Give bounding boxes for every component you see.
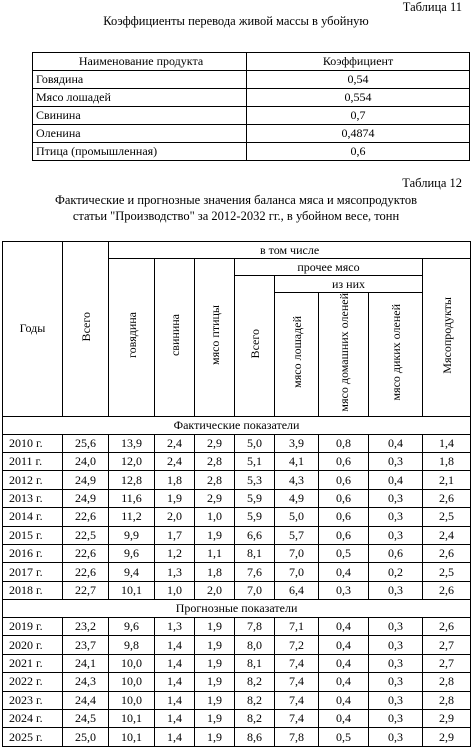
value-cell: 0,6 <box>319 508 369 526</box>
value-cell: 2,4 <box>155 452 195 470</box>
section-forecast: Прогнозные показатели <box>3 600 471 618</box>
value-cell: 9,4 <box>109 563 155 581</box>
value-cell: 7,2 <box>275 636 319 654</box>
table-row <box>3 544 471 562</box>
value-cell: 0,3 <box>369 654 423 672</box>
value-cell: 24,3 <box>63 673 109 691</box>
value-cell: 1,3 <box>155 618 195 636</box>
year-cell: 2011 г. <box>3 452 63 470</box>
value-cell: 10,0 <box>109 691 155 709</box>
table-row <box>3 618 471 636</box>
year-cell: 2019 г. <box>3 618 63 636</box>
value-cell: 0,4 <box>319 636 369 654</box>
table-header-row <box>33 53 470 71</box>
value-cell: 2,7 <box>423 636 471 654</box>
header-other-total: Всего <box>235 276 275 417</box>
table-row <box>3 489 471 507</box>
value-cell: 2,6 <box>423 544 471 562</box>
table-row <box>3 728 471 746</box>
table-row <box>3 691 471 709</box>
value-cell: 7,6 <box>235 563 275 581</box>
year-cell: 2020 г. <box>3 636 63 654</box>
value-cell: 2,9 <box>195 434 235 452</box>
table-row <box>3 673 471 691</box>
value-cell: 1,8 <box>195 563 235 581</box>
value-cell: 1,9 <box>155 489 195 507</box>
value-cell: 1,4 <box>423 434 471 452</box>
value-cell: 8,2 <box>235 691 275 709</box>
value-cell: 5,9 <box>235 508 275 526</box>
value-cell: 2,6 <box>423 618 471 636</box>
value-cell: 2,5 <box>423 563 471 581</box>
value-cell: 0,8 <box>319 434 369 452</box>
value-cell: 1,4 <box>155 654 195 672</box>
value-cell: 2,4 <box>155 434 195 452</box>
value-cell: 24,0 <box>63 452 109 470</box>
product-name: Оленина <box>33 125 247 143</box>
value-cell: 7,4 <box>275 654 319 672</box>
value-cell: 1,0 <box>155 581 195 599</box>
value-cell: 7,0 <box>235 581 275 599</box>
table12-label: Таблица 12 <box>402 176 462 190</box>
value-cell: 6,6 <box>235 526 275 544</box>
year-cell: 2021 г. <box>3 654 63 672</box>
year-cell: 2023 г. <box>3 691 63 709</box>
fact-rows <box>3 434 471 600</box>
header-pork: свинина <box>155 259 195 417</box>
value-cell: 7,8 <box>275 728 319 746</box>
meat-balance-table <box>2 241 471 747</box>
coefficient-value: 0,54 <box>247 71 470 89</box>
value-cell: 1,4 <box>155 673 195 691</box>
table-row <box>3 654 471 672</box>
value-cell: 24,9 <box>63 471 109 489</box>
value-cell: 0,4 <box>369 471 423 489</box>
value-cell: 1,4 <box>155 710 195 728</box>
year-cell: 2018 г. <box>3 581 63 599</box>
table11-title: Коэффициенты перевода живой массы в убойную <box>103 14 369 28</box>
year-cell: 2017 г. <box>3 563 63 581</box>
value-cell: 7,8 <box>235 618 275 636</box>
value-cell: 0,3 <box>369 691 423 709</box>
value-cell: 0,2 <box>369 563 423 581</box>
value-cell: 7,4 <box>275 710 319 728</box>
value-cell: 0,4 <box>319 654 369 672</box>
value-cell: 7,1 <box>275 618 319 636</box>
value-cell: 1,9 <box>195 636 235 654</box>
value-cell: 0,3 <box>369 618 423 636</box>
value-cell: 10,1 <box>109 728 155 746</box>
value-cell: 10,0 <box>109 673 155 691</box>
product-name: Птица (промышленная) <box>33 143 247 161</box>
value-cell: 22,5 <box>63 526 109 544</box>
value-cell: 1,9 <box>195 691 235 709</box>
year-cell: 2024 г. <box>3 710 63 728</box>
section-fact: Фактические показатели <box>3 416 471 434</box>
coefficient-value: 0,554 <box>247 89 470 107</box>
value-cell: 8,1 <box>235 654 275 672</box>
value-cell: 0,3 <box>369 673 423 691</box>
value-cell: 1,9 <box>195 654 235 672</box>
value-cell: 1,2 <box>155 544 195 562</box>
value-cell: 1,7 <box>155 526 195 544</box>
value-cell: 2,8 <box>423 691 471 709</box>
table-row <box>33 125 470 143</box>
value-cell: 0,4 <box>369 434 423 452</box>
value-cell: 1,9 <box>195 526 235 544</box>
value-cell: 9,9 <box>109 526 155 544</box>
header-other-meat: прочее мясо <box>235 259 423 276</box>
header-product: Наименование продукта <box>33 53 247 71</box>
value-cell: 22,6 <box>63 544 109 562</box>
value-cell: 25,0 <box>63 728 109 746</box>
value-cell: 1,9 <box>195 710 235 728</box>
value-cell: 22,6 <box>63 563 109 581</box>
value-cell: 9,8 <box>109 636 155 654</box>
coefficient-value: 0,7 <box>247 107 470 125</box>
value-cell: 0,4 <box>319 710 369 728</box>
value-cell: 0,3 <box>369 526 423 544</box>
value-cell: 0,3 <box>319 581 369 599</box>
value-cell: 13,9 <box>109 434 155 452</box>
value-cell: 23,7 <box>63 636 109 654</box>
value-cell: 1,4 <box>155 728 195 746</box>
value-cell: 23,2 <box>63 618 109 636</box>
value-cell: 2,0 <box>155 508 195 526</box>
table12-title-line1: Фактические и прогнозные значения баланса мяса и мясопродуктов <box>54 193 418 207</box>
table11-label: Таблица 11 <box>402 0 462 14</box>
value-cell: 24,1 <box>63 654 109 672</box>
value-cell: 22,6 <box>63 508 109 526</box>
value-cell: 2,6 <box>423 581 471 599</box>
value-cell: 1,4 <box>155 691 195 709</box>
value-cell: 2,5 <box>423 508 471 526</box>
value-cell: 2,7 <box>423 654 471 672</box>
header-including: в том числе <box>109 242 471 259</box>
header-wild-deer: мясо диких оленей <box>369 293 423 417</box>
table-row <box>33 143 470 161</box>
value-cell: 0,3 <box>369 581 423 599</box>
value-cell: 1,9 <box>195 728 235 746</box>
value-cell: 25,6 <box>63 434 109 452</box>
value-cell: 11,6 <box>109 489 155 507</box>
value-cell: 5,9 <box>235 489 275 507</box>
value-cell: 6,4 <box>275 581 319 599</box>
value-cell: 1,8 <box>155 471 195 489</box>
table-row <box>3 434 471 452</box>
value-cell: 12,0 <box>109 452 155 470</box>
value-cell: 8,2 <box>235 710 275 728</box>
value-cell: 0,3 <box>369 728 423 746</box>
value-cell: 7,4 <box>275 673 319 691</box>
value-cell: 2,0 <box>195 581 235 599</box>
year-cell: 2012 г. <box>3 471 63 489</box>
value-cell: 2,9 <box>423 710 471 728</box>
year-cell: 2025 г. <box>3 728 63 746</box>
product-name: Мясо лошадей <box>33 89 247 107</box>
header-coefficient: Коэффициент <box>247 53 470 71</box>
value-cell: 1,4 <box>155 636 195 654</box>
value-cell: 2,1 <box>423 471 471 489</box>
value-cell: 7,0 <box>275 563 319 581</box>
value-cell: 0,6 <box>319 526 369 544</box>
value-cell: 9,6 <box>109 544 155 562</box>
value-cell: 4,1 <box>275 452 319 470</box>
value-cell: 0,3 <box>369 710 423 728</box>
value-cell: 2,4 <box>423 526 471 544</box>
coefficient-value: 0,4874 <box>247 125 470 143</box>
value-cell: 22,7 <box>63 581 109 599</box>
value-cell: 24,4 <box>63 691 109 709</box>
value-cell: 2,9 <box>423 728 471 746</box>
table-row <box>33 71 470 89</box>
table-row <box>3 710 471 728</box>
table-row <box>3 636 471 654</box>
header-of-which: из них <box>275 276 423 293</box>
header-total: Всего <box>63 242 109 417</box>
section-row <box>3 416 471 434</box>
year-cell: 2013 г. <box>3 489 63 507</box>
value-cell: 0,6 <box>319 471 369 489</box>
value-cell: 0,6 <box>369 544 423 562</box>
value-cell: 4,3 <box>275 471 319 489</box>
value-cell: 24,9 <box>63 489 109 507</box>
value-cell: 8,2 <box>235 673 275 691</box>
value-cell: 0,4 <box>319 618 369 636</box>
value-cell: 0,4 <box>319 563 369 581</box>
value-cell: 8,0 <box>235 636 275 654</box>
forecast-rows <box>3 618 471 747</box>
value-cell: 10,1 <box>109 581 155 599</box>
coefficient-value: 0,6 <box>247 143 470 161</box>
value-cell: 5,0 <box>275 508 319 526</box>
value-cell: 8,1 <box>235 544 275 562</box>
product-name: Говядина <box>33 71 247 89</box>
value-cell: 2,8 <box>195 471 235 489</box>
value-cell: 0,6 <box>319 452 369 470</box>
table-row <box>3 508 471 526</box>
value-cell: 12,8 <box>109 471 155 489</box>
header-horse-meat: мясо лошадей <box>275 293 319 417</box>
value-cell: 10,0 <box>109 654 155 672</box>
year-cell: 2010 г. <box>3 434 63 452</box>
value-cell: 2,8 <box>195 452 235 470</box>
product-name: Свинина <box>33 107 247 125</box>
table-row <box>33 107 470 125</box>
table-row <box>3 452 471 470</box>
header-beef: говядина <box>109 259 155 417</box>
value-cell: 7,4 <box>275 691 319 709</box>
table-row <box>3 581 471 599</box>
value-cell: 5,3 <box>235 471 275 489</box>
year-cell: 2015 г. <box>3 526 63 544</box>
table12-title-line2: статьи "Производство" за 2012-2032 гг., в убойном весе, тонн <box>72 209 400 223</box>
value-cell: 1,9 <box>195 673 235 691</box>
year-cell: 2022 г. <box>3 673 63 691</box>
value-cell: 5,0 <box>235 434 275 452</box>
value-cell: 0,5 <box>319 544 369 562</box>
value-cell: 0,3 <box>369 636 423 654</box>
value-cell: 8,6 <box>235 728 275 746</box>
year-cell: 2014 г. <box>3 508 63 526</box>
header-domestic-deer: мясо домашних оленей <box>319 293 369 417</box>
value-cell: 5,7 <box>275 526 319 544</box>
year-cell: 2016 г. <box>3 544 63 562</box>
table-header-row <box>3 242 471 259</box>
value-cell: 11,2 <box>109 508 155 526</box>
value-cell: 0,4 <box>319 691 369 709</box>
value-cell: 0,3 <box>369 452 423 470</box>
value-cell: 2,6 <box>423 489 471 507</box>
header-years: Годы <box>3 242 63 417</box>
header-meat-products: Мясопродукты <box>423 259 471 417</box>
section-row <box>3 600 471 618</box>
table-row <box>3 471 471 489</box>
value-cell: 5,1 <box>235 452 275 470</box>
table-row <box>3 563 471 581</box>
value-cell: 7,0 <box>275 544 319 562</box>
value-cell: 1,9 <box>195 618 235 636</box>
value-cell: 1,0 <box>195 508 235 526</box>
table-row <box>3 526 471 544</box>
value-cell: 1,8 <box>423 452 471 470</box>
value-cell: 9,6 <box>109 618 155 636</box>
header-poultry: мясо птицы <box>195 259 235 417</box>
value-cell: 4,9 <box>275 489 319 507</box>
coefficient-table <box>32 52 470 161</box>
value-cell: 1,1 <box>195 544 235 562</box>
value-cell: 0,4 <box>319 673 369 691</box>
value-cell: 10,1 <box>109 710 155 728</box>
value-cell: 0,5 <box>319 728 369 746</box>
value-cell: 2,9 <box>195 489 235 507</box>
value-cell: 0,3 <box>369 489 423 507</box>
value-cell: 3,9 <box>275 434 319 452</box>
value-cell: 0,3 <box>369 508 423 526</box>
value-cell: 24,5 <box>63 710 109 728</box>
value-cell: 2,8 <box>423 673 471 691</box>
value-cell: 0,6 <box>319 489 369 507</box>
table-row <box>33 89 470 107</box>
value-cell: 1,3 <box>155 563 195 581</box>
